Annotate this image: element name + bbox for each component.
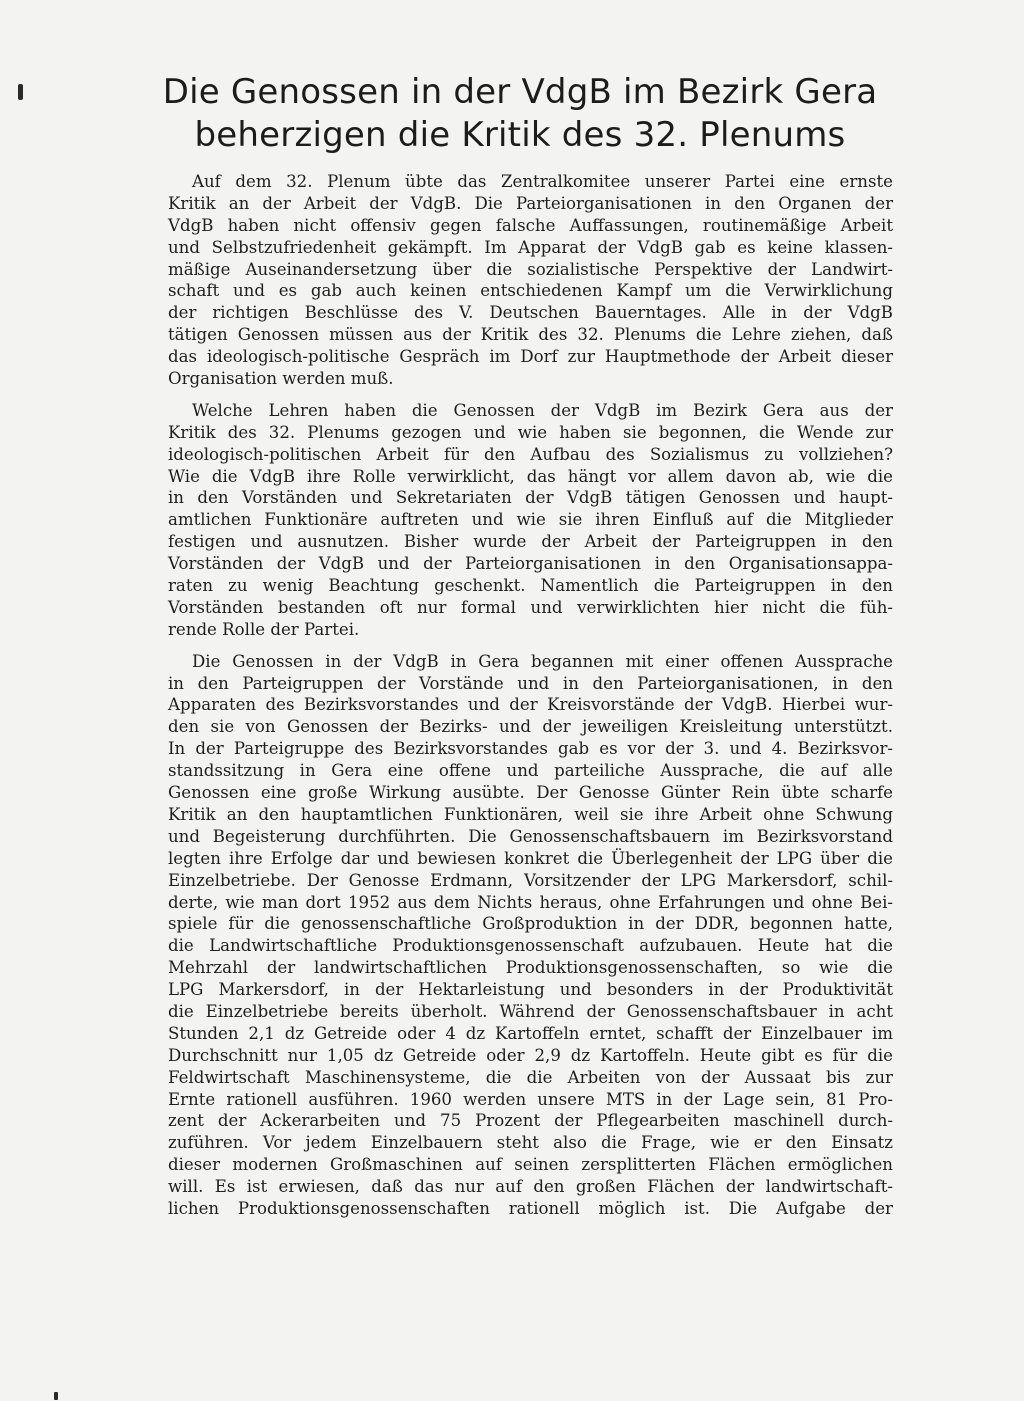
text-line: rende Rolle der Partei. [168,619,360,639]
text-line: LPG Markersdorf, in der Hektarleistung und besonders in der Produktivität [168,980,893,1000]
text-line: und Begeisterung durchführten. Die Genossenschaftsbauern im Bezirksvorstand [168,826,893,846]
text-line: will. Es ist erwiesen, daß das nur auf den großen Flächen der landwirtschaft- [168,1177,893,1197]
text-line: Kritik an den hauptamtlichen Funktionären, weil sie ihre Arbeit ohne Schwung [168,804,893,824]
text-line: schaft und es gab auch keinen entschiedenen Kampf um die Verwirklichung [168,281,893,301]
text-line: VdgB haben nicht offensiv gegen falsche Auffassungen, routinemäßige Arbeit [168,215,893,235]
text-line: standssitzung in Gera eine offene und parteiliche Aussprache, die auf alle [168,761,893,781]
text-line: festigen und ausnutzen. Bisher wurde der Arbeit der Parteigruppen in den [168,532,893,552]
text-line: ideologisch-politischen Arbeit für den Aufbau des Sozialismus zu vollziehen? [168,444,893,464]
text-line: lichen Produktionsgenossenschaften rationell möglich ist. Die Aufgabe der [168,1198,893,1218]
binding-mark-top [18,84,23,100]
text-line: der richtigen Beschlüsse des V. Deutschen Bauerntages. Alle in der VdgB [168,303,893,323]
text-line: Durchschnitt nur 1,05 dz Getreide oder 2,9 dz Kartoffeln. Heute gibt es für die [168,1045,893,1065]
text-line: tätigen Genossen müssen aus der Kritik des 32. Plenums die Lehre ziehen, daß [168,325,893,345]
text-line: mäßige Auseinandersetzung über die sozialistische Perspektive der Landwirt- [168,259,893,279]
text-line: Auf dem 32. Plenum übte das Zentralkomitee unserer Partei eine ernste [192,172,893,191]
text-line: amtlichen Funktionäre auftreten und wie sie ihren Einfluß auf die Mitglieder [168,510,893,530]
text-line: Ernte rationell ausführen. 1960 werden unsere MTS in der Lage sein, 81 Pro- [168,1089,893,1109]
text-line: Genossen eine große Wirkung ausübte. Der Genosse Günter Rein übte scharfe [168,783,893,803]
text-line: in den Vorständen und Sekretariaten der VdgB tätigen Genossen und haupt- [168,488,893,508]
article-title-line-1: Die Genossen in der VdgB im Bezirk Gera [162,72,878,112]
paragraph [168,171,893,390]
text-line: Feldwirtschaft Maschinensysteme, die die Arbeiten von der Aussaat bis zur [168,1067,893,1087]
text-line: raten zu wenig Beachtung geschenkt. Namentlich die Parteigruppen in den [168,576,893,596]
paragraph [168,651,893,1220]
text-line: das ideologisch-politische Gespräch im Dorf zur Hauptmethode der Arbeit dieser [168,347,893,367]
binding-mark-bottom [54,1392,58,1400]
text-line: den sie von Genossen der Bezirks- und der jeweiligen Kreisleitung unterstützt. [168,717,893,737]
text-line: In der Parteigruppe des Bezirksvorstandes gab es vor der 3. und 4. Bezirksvor- [168,739,893,759]
text-line: und Selbstzufriedenheit gekämpft. Im Apparat der VdgB gab es keine klassen- [168,237,893,257]
text-line: legten ihre Erfolge dar und bewiesen konkret die Überlegenheit der LPG über die [168,848,893,868]
text-line: Welche Lehren haben die Genossen der VdgB im Bezirk Gera aus der [192,400,893,420]
text-line: Organisation werden muß. [168,369,394,389]
article-body [168,171,893,1230]
text-line: zuführen. Vor jedem Einzelbauern steht also die Frage, wie er den Einsatz [168,1133,893,1153]
text-line: dieser modernen Großmaschinen auf seinen zersplitterten Flächen ermöglichen [168,1155,893,1175]
text-line: Vorständen der VdgB und der Parteiorganisationen in den Organisationsappa- [168,554,893,574]
text-line: die Landwirtschaftliche Produktionsgenossenschaft aufzubauen. Heute hat die [168,936,893,956]
text-line: Die Genossen in der VdgB in Gera begannen mit einer offenen Aussprache [192,651,893,671]
text-line: Mehrzahl der landwirtschaftlichen Produktionsgenossenschaften, so wie die [168,958,893,978]
paragraph [168,400,893,641]
text-line: zent der Ackerarbeiten und 75 Prozent der Pflegearbeiten maschinell durch- [168,1111,893,1131]
text-line: derte, wie man dort 1952 aus dem Nichts heraus, ohne Erfahrungen und ohne Bei- [168,892,893,912]
text-line: Einzelbetriebe. Der Genosse Erdmann, Vorsitzender der LPG Markersdorf, schil- [168,870,893,890]
text-line: Vorständen bestanden oft nur formal und verwirklichten hier nicht die füh- [168,597,893,617]
text-line: spiele für die genossenschaftliche Großproduktion in der DDR, begonnen hatte, [168,914,893,934]
text-line: Kritik an der Arbeit der VdgB. Die Parteiorganisationen in den Organen der [168,193,893,213]
text-line: in den Parteigruppen der Vorstände und in den Parteiorganisationen, in den [168,673,893,693]
text-line: Apparaten des Bezirksvorstandes und der Kreisvorstände der VdgB. Hierbei wur- [168,695,893,715]
article-title-line-2: beherzigen die Kritik des 32. Plenums [194,115,846,155]
text-line: Wie die VdgB ihre Rolle verwirklicht, das hängt vor allem davon ab, wie die [168,466,893,486]
text-line: die Einzelbetriebe bereits überholt. Während der Genossenschaftsbauer in acht [168,1001,893,1021]
text-line: Kritik des 32. Plenums gezogen und wie haben sie begonnen, die Wende zur [168,422,893,442]
text-line: Stunden 2,1 dz Getreide oder 4 dz Kartoffeln erntet, schafft der Einzelbauer im [168,1023,893,1043]
